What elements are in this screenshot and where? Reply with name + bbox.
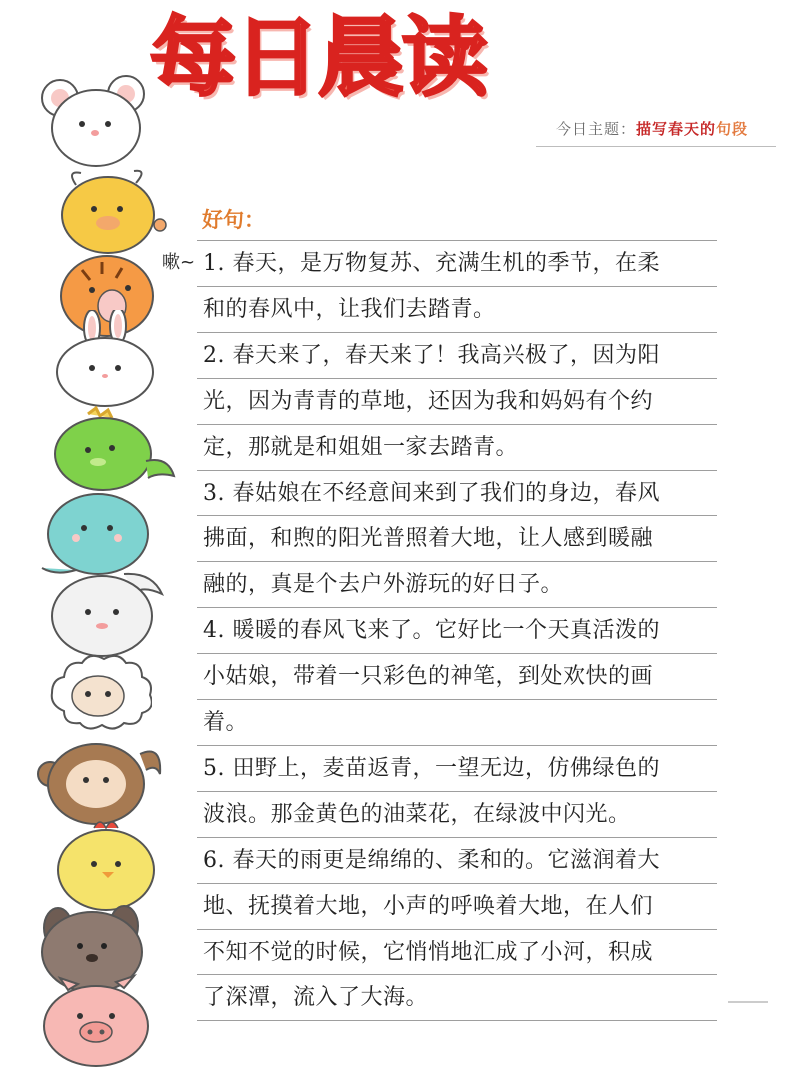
text-line: 1. 春天，是万物复苏、充满生机的季节，在柔 <box>203 251 660 276</box>
stray-text: 嗽~ <box>162 252 196 273</box>
topic-line <box>556 118 796 144</box>
ruled-line <box>197 653 717 654</box>
topic-value: 描写春天的 <box>636 120 717 138</box>
sheep-icon <box>42 648 152 738</box>
ruled-line <box>197 699 717 700</box>
ruled-line <box>197 929 717 930</box>
text-line: 2. 春天来了，春天来了！我高兴极了，因为阳 <box>203 342 660 368</box>
ruled-line <box>197 561 717 562</box>
ruled-line <box>197 470 717 471</box>
text-line: 不知不觉的时候，它悄悄地汇成了小河，积成 <box>203 939 654 965</box>
text-line: 5. 田野上，麦苗返青，一望无边，仿佛绿色的 <box>203 755 660 781</box>
ruled-line <box>197 240 717 241</box>
text-line: 3. 春姑娘在不经意间来到了我们的身边，春风 <box>203 480 660 506</box>
section-heading: 好句： <box>202 207 265 232</box>
pig-icon <box>38 974 158 1067</box>
text-line: 4. 暖暖的春风飞来了。它好比一个天真活泼的 <box>203 618 660 644</box>
ruled-line <box>197 424 717 425</box>
text-line: 定，那就是和姐姐一家去踏青。 <box>203 434 519 460</box>
ruled-line <box>197 515 717 516</box>
text-line: 了深潭，流入了大海。 <box>203 985 429 1011</box>
text-line: 光，因为青青的草地，还因为我和妈妈有个约 <box>203 388 654 414</box>
topic-divider <box>536 146 776 147</box>
text-line: 拂面，和煦的阳光普照着大地，让人感到暖融 <box>203 526 654 552</box>
ruled-line <box>197 837 717 838</box>
ruled-line <box>197 1020 717 1021</box>
topic-value-tail: 句段 <box>716 120 749 138</box>
ruled-line <box>197 286 717 287</box>
topic-label: 今日主题： <box>556 120 637 138</box>
dragon-icon <box>48 406 178 496</box>
animal-column <box>28 70 178 1067</box>
text-line: 小姑娘，带着一只彩色的神笔，到处欢快的画 <box>203 664 654 690</box>
end-mark <box>728 1001 768 1003</box>
text-line: 和的春风中，让我们去踏青。 <box>203 296 496 322</box>
ruled-line <box>197 883 717 884</box>
ruled-line <box>197 791 717 792</box>
text-line: 着。 <box>203 710 249 735</box>
ox-icon <box>56 165 171 255</box>
text-line: 地、抚摸着大地，小声的呼唤着大地，在人们 <box>203 893 654 919</box>
text-line: 6. 春天的雨更是绵绵的、柔和的。它滋润着大 <box>203 847 660 873</box>
ruled-line <box>197 974 717 975</box>
ruled-line <box>197 378 717 379</box>
text-line: 波浪。那金黄色的油菜花，在绿波中闪光。 <box>203 801 631 827</box>
page-title: 每日晨读 <box>150 8 486 108</box>
text-line: 融的，真是个去户外游玩的好日子。 <box>203 572 564 598</box>
ruled-line <box>197 745 717 746</box>
rabbit-icon <box>50 310 160 410</box>
ruled-line <box>197 607 717 608</box>
horse-icon <box>44 564 174 660</box>
ruled-line <box>197 332 717 333</box>
rat-icon <box>38 70 148 170</box>
